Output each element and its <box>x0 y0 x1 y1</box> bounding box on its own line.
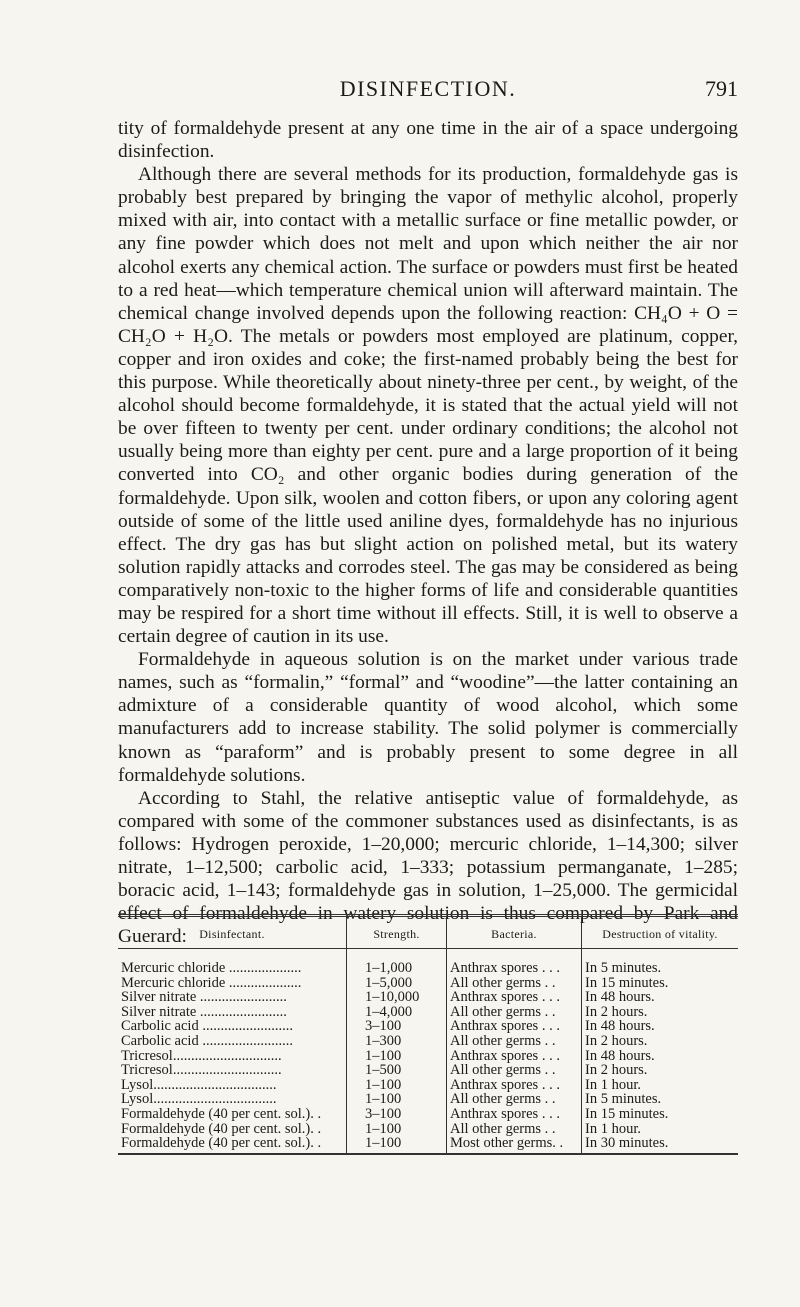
paragraph: Formaldehyde in aqueous solution is on the market under various trade names, such as “formalin,” “formal” and “woodine”—the latter containing an admixture of a considerable quantity of wood alcohol, which some manufacturers add to increase stability. The solid polymer is commercially known as “paraform” and is probably present to some degree in all formaldehyde solutions. <box>118 649 738 786</box>
table-row <box>118 949 738 976</box>
cell-disinfectant: Formaldehyde (40 per cent. sol.). . <box>118 1107 347 1122</box>
table-header-row <box>118 916 738 949</box>
cell-strength: 1–1,000 <box>347 949 447 976</box>
cell-bacteria: All other germs . . <box>447 1122 582 1137</box>
cell-bacteria: Anthrax spores . . . <box>447 1049 582 1064</box>
table-body <box>118 949 738 1154</box>
cell-strength: 1–100 <box>347 1078 447 1093</box>
column-header-disinfectant: Disinfectant. <box>118 916 347 949</box>
table-row <box>118 1005 738 1020</box>
cell-strength: 1–100 <box>347 1136 447 1154</box>
cell-destruction: In 15 minutes. <box>585 975 669 991</box>
cell-strength: 3–100 <box>347 1107 447 1122</box>
cell-bacteria: Anthrax spores . . . <box>447 1107 582 1122</box>
cell-strength: 1–300 <box>347 1034 447 1049</box>
cell-disinfectant: Formaldehyde (40 per cent. sol.). . <box>118 1122 347 1137</box>
cell-bacteria: All other germs . . <box>447 1092 582 1107</box>
cell-bacteria: All other germs . . <box>447 1034 582 1049</box>
paragraph: tity of formaldehyde present at any one time in the air of a space undergoing disinfection. <box>118 118 738 163</box>
cell-strength: 1–500 <box>347 1063 447 1078</box>
cell-bacteria: All other germs . . <box>447 1063 582 1078</box>
germicidal-comparison-table <box>118 914 738 1155</box>
cell-strength: 3–100 <box>347 1019 447 1034</box>
cell-destruction: In 5 minutes. <box>585 1092 662 1107</box>
table-row <box>118 990 738 1005</box>
cell-bacteria: Most other germs. . <box>447 1136 582 1154</box>
table-row <box>118 1107 738 1122</box>
cell-disinfectant: Tricresol.............................. <box>118 1049 347 1064</box>
paragraph: Although there are several methods for its production, formaldehyde gas is probably best prepared by bringing the vapor of methylic alcohol, properly mixed with air, into contact with a metallic surface or fine metallic powder, or any fine powder which does not melt and upon which neither the air nor alcohol exerts any chemical action. The surface or powders must first be heated to a red heat—which temperature chemical union will afterward maintain. The chemical change involved depends upon the following reaction: CH₄O + O = CH₂O + H₂O. The metals or powders most employed are platinum, copper, copper and iron oxides and coke; the first-named probably being the best for this purpose. While theoretically about ninety-three per cent., by weight, of the alcohol should become formaldehyde, it is stated that the actual yield will not be over fifteen to twenty per cent. under ordinary conditions; the alcohol not usually being more than eighty per cent. pure and a large proportion of it being converted into CO₂ and other organic bodies during generation of the formaldehyde. Upon silk, woolen and cotton fibers, or upon any coloring agent outside of some of the little used aniline dyes, formaldehyde has no injurious effect. The dry gas has but slight action on polished metal, but its watery solution rapidly attacks and corrodes steel. The gas may be considered as being comparatively non-toxic to the higher forms of life and considerable quantities may be respired for a short time without ill effects. Still, it is well to observe a certain degree of caution in its use. <box>118 164 738 648</box>
table-row <box>118 1092 738 1107</box>
table-row <box>118 1122 738 1137</box>
cell-bacteria: Anthrax spores . . . <box>447 949 582 976</box>
table-row <box>118 1049 738 1064</box>
table-row <box>118 1136 738 1154</box>
table-row <box>118 1078 738 1093</box>
column-header-destruction: Destruction of vitality. <box>582 916 739 949</box>
cell-disinfectant: Carbolic acid ......................... <box>118 1019 347 1034</box>
cell-destruction: In 1 hour. <box>585 1077 641 1093</box>
cell-destruction: In 48 hours. <box>585 990 655 1005</box>
cell-strength: 1–5,000 <box>347 976 447 991</box>
cell-bacteria: Anthrax spores . . . <box>447 990 582 1005</box>
cell-disinfectant: Lysol.................................. <box>118 1078 347 1093</box>
cell-disinfectant: Carbolic acid ......................... <box>118 1034 347 1049</box>
cell-bacteria: All other germs . . <box>447 976 582 991</box>
paragraph: According to Stahl, the relative antiseptic value of formaldehyde, as compared with some of the commoner substances used as disinfectants, is as follows: Hydrogen peroxide, 1–20,000; mercuric chloride, 1–14,300; silver nitrate, 1–12,500; carbolic acid, 1–333; potassium permanganate, 1–285; boracic acid, 1–143; formaldehyde gas in solution, 1–25,000. The germicidal effect of formaldehyde in watery solution is thus compared by Park and Guerard: <box>118 787 738 948</box>
cell-bacteria: Anthrax spores . . . <box>447 1019 582 1034</box>
cell-bacteria: All other germs . . <box>447 1005 582 1020</box>
cell-strength: 1–100 <box>347 1092 447 1107</box>
table-row <box>118 1019 738 1034</box>
cell-strength: 1–100 <box>347 1122 447 1137</box>
cell-destruction: In 2 hours. <box>585 1004 648 1020</box>
cell-strength: 1–4,000 <box>347 1005 447 1020</box>
table-row <box>118 976 738 991</box>
cell-destruction: In 5 minutes. <box>585 960 662 976</box>
table-row <box>118 1063 738 1078</box>
cell-destruction: In 15 minutes. <box>585 1106 669 1122</box>
running-title: DISINFECTION. <box>339 76 517 101</box>
body-text <box>118 117 738 948</box>
cell-strength: 1–100 <box>347 1049 447 1064</box>
cell-disinfectant: Silver nitrate ........................ <box>118 990 347 1005</box>
column-header-strength: Strength. <box>347 916 447 949</box>
cell-disinfectant: Tricresol.............................. <box>118 1063 347 1078</box>
cell-strength: 1–10,000 <box>347 990 447 1005</box>
page-number: 791 <box>705 76 738 101</box>
cell-destruction: In 30 minutes. <box>585 1136 669 1152</box>
running-header <box>118 76 738 106</box>
table-row <box>118 1034 738 1049</box>
column-header-bacteria: Bacteria. <box>447 916 582 949</box>
cell-disinfectant: Mercuric chloride .................... <box>118 976 347 991</box>
cell-destruction: In 48 hours. <box>585 1019 655 1034</box>
cell-destruction: In 2 hours. <box>585 1063 648 1078</box>
cell-destruction: In 48 hours. <box>585 1048 655 1064</box>
cell-destruction: In 1 hour. <box>585 1121 641 1137</box>
cell-disinfectant: Mercuric chloride .................... <box>118 949 347 976</box>
cell-destruction: In 2 hours. <box>585 1033 648 1049</box>
cell-bacteria: Anthrax spores . . . <box>447 1078 582 1093</box>
cell-disinfectant: Silver nitrate ........................ <box>118 1005 347 1020</box>
cell-disinfectant: Lysol.................................. <box>118 1092 347 1107</box>
cell-disinfectant: Formaldehyde (40 per cent. sol.). . <box>118 1136 347 1154</box>
